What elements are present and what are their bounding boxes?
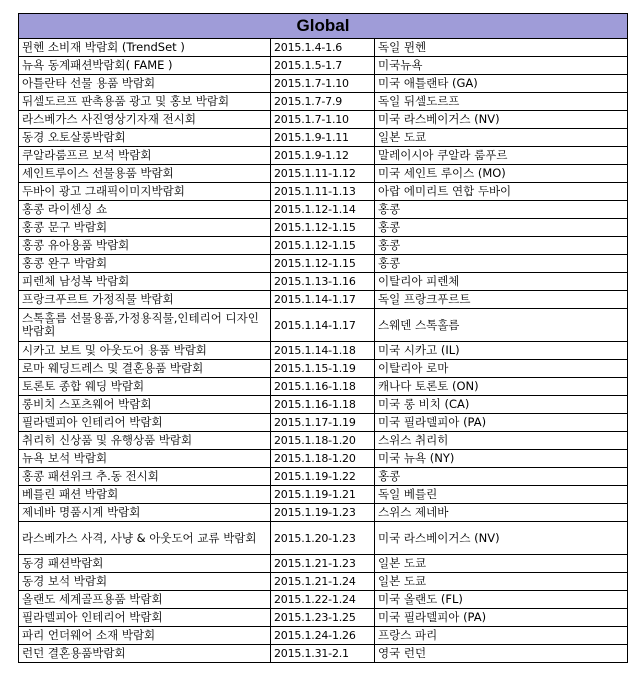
table-row [19,57,628,75]
location-cell[interactable]: 독일 뒤셀도르프 [375,93,628,111]
location-cell[interactable]: 미국 라스베이거스 (NV) [375,111,628,129]
location-cell[interactable]: 일본 도쿄 [375,573,628,591]
table-row [19,360,628,378]
location-cell[interactable]: 미국뉴욕 [375,57,628,75]
location-cell[interactable]: 홍콩 [375,201,628,219]
table-title[interactable]: Global [19,14,628,39]
location-cell[interactable]: 미국 올랜도 (FL) [375,591,628,609]
location-cell[interactable]: 미국 롱 비치 (CA) [375,396,628,414]
date-cell[interactable]: 2015.1.18-1.20 [271,432,375,450]
spreadsheet [18,13,627,663]
location-cell[interactable]: 독일 뮌헨 [375,39,628,57]
table-row [19,432,628,450]
table-row [19,237,628,255]
event-name-cell[interactable]: 필라델피아 인테리어 박람회 [19,414,271,432]
event-name-cell[interactable]: 피렌체 남성복 박람회 [19,273,271,291]
date-cell[interactable]: 2015.1.5-1.7 [271,57,375,75]
event-name-cell[interactable]: 시카고 보트 및 아웃도어 용품 박람회 [19,342,271,360]
event-name-cell[interactable]: 스톡홀름 선물용품,가정용직물,인테리어 디자인 박람회 [19,309,271,342]
event-name-cell[interactable]: 토론토 종합 웨딩 박람회 [19,378,271,396]
table-row [19,609,628,627]
table-row [19,486,628,504]
date-cell[interactable]: 2015.1.12-1.15 [271,219,375,237]
location-cell[interactable]: 미국 라스베이거스 (NV) [375,522,628,555]
location-cell[interactable]: 홍콩 [375,468,628,486]
location-cell[interactable]: 미국 필라델피아 (PA) [375,414,628,432]
table-row [19,183,628,201]
event-name-cell[interactable]: 프랑크푸르트 가정직물 박람회 [19,291,271,309]
table-row [19,165,628,183]
event-name-cell[interactable]: 뉴욕 보석 박람회 [19,450,271,468]
location-cell[interactable]: 프랑스 파리 [375,627,628,645]
event-name-cell[interactable]: 뉴욕 동계패션박람회( FAME ) [19,57,271,75]
date-cell[interactable]: 2015.1.7-7.9 [271,93,375,111]
event-name-cell[interactable]: 파리 언더웨어 소재 박람회 [19,627,271,645]
date-cell[interactable]: 2015.1.20-1.23 [271,522,375,555]
table-row [19,396,628,414]
event-name-cell[interactable]: 제네바 명품시계 박람회 [19,504,271,522]
date-cell[interactable]: 2015.1.7-1.10 [271,75,375,93]
location-cell[interactable]: 아랍 에미리트 연합 두바이 [375,183,628,201]
event-name-cell[interactable]: 베를린 패션 박람회 [19,486,271,504]
table-row [19,75,628,93]
event-name-cell[interactable]: 올랜도 세계골프용품 박람회 [19,591,271,609]
location-cell[interactable]: 홍콩 [375,237,628,255]
date-cell[interactable]: 2015.1.4-1.6 [271,39,375,57]
date-cell[interactable]: 2015.1.12-1.15 [271,255,375,273]
date-cell[interactable]: 2015.1.19-1.23 [271,504,375,522]
table-row [19,504,628,522]
date-cell[interactable]: 2015.1.21-1.24 [271,573,375,591]
location-cell[interactable]: 홍콩 [375,219,628,237]
date-cell[interactable]: 2015.1.14-1.17 [271,291,375,309]
date-cell[interactable]: 2015.1.11-1.12 [271,165,375,183]
date-cell[interactable]: 2015.1.9-1.11 [271,129,375,147]
table-row [19,39,628,57]
location-cell[interactable]: 이탈리아 피렌체 [375,273,628,291]
location-cell[interactable]: 말레이시아 쿠알라 룸푸르 [375,147,628,165]
table-row [19,255,628,273]
event-name-cell[interactable]: 홍콩 문구 박람회 [19,219,271,237]
location-cell[interactable]: 일본 도쿄 [375,129,628,147]
date-cell[interactable]: 2015.1.17-1.19 [271,414,375,432]
event-name-cell[interactable]: 두바이 광고 그래픽이미지박람회 [19,183,271,201]
date-cell[interactable]: 2015.1.12-1.14 [271,201,375,219]
table-row [19,147,628,165]
date-cell[interactable]: 2015.1.13-1.16 [271,273,375,291]
event-name-cell[interactable]: 라스베가스 사격, 사냥 & 아웃도어 교류 박람회 [19,522,271,555]
location-cell[interactable]: 스웨덴 스톡홀름 [375,309,628,342]
event-name-cell[interactable]: 뒤셀도르프 판촉용품 광고 및 홍보 박람회 [19,93,271,111]
event-name-cell[interactable]: 런던 결혼용품박람회 [19,645,271,663]
date-cell[interactable]: 2015.1.22-1.24 [271,591,375,609]
table-row [19,555,628,573]
event-name-cell[interactable]: 홍콩 패션위크 추.동 전시회 [19,468,271,486]
date-cell[interactable]: 2015.1.31-2.1 [271,645,375,663]
location-cell[interactable]: 스위스 취리히 [375,432,628,450]
table-row [19,111,628,129]
event-name-cell[interactable]: 롱비치 스포츠웨어 박람회 [19,396,271,414]
table-row [19,573,628,591]
date-cell[interactable]: 2015.1.19-1.21 [271,486,375,504]
event-name-cell[interactable]: 쿠알라룸프르 보석 박람회 [19,147,271,165]
date-cell[interactable]: 2015.1.7-1.10 [271,111,375,129]
event-name-cell[interactable]: 라스베가스 사진영상기자재 전시회 [19,111,271,129]
header-row [19,14,628,39]
event-name-cell[interactable]: 뮌헨 소비재 박람회 (TrendSet ) [19,39,271,57]
table-row [19,450,628,468]
location-cell[interactable]: 일본 도쿄 [375,555,628,573]
date-cell[interactable]: 2015.1.19-1.22 [271,468,375,486]
events-table [18,13,628,663]
event-name-cell[interactable]: 홍콩 유아용품 박람회 [19,237,271,255]
location-cell[interactable]: 독일 프랑크푸르트 [375,291,628,309]
event-name-cell[interactable]: 로마 웨딩드레스 및 결혼용품 박람회 [19,360,271,378]
table-row [19,129,628,147]
date-cell[interactable]: 2015.1.21-1.23 [271,555,375,573]
date-cell[interactable]: 2015.1.15-1.19 [271,360,375,378]
date-cell[interactable]: 2015.1.16-1.18 [271,378,375,396]
date-cell[interactable]: 2015.1.9-1.12 [271,147,375,165]
table-row [19,378,628,396]
location-cell[interactable]: 스위스 제네바 [375,504,628,522]
location-cell[interactable]: 홍콩 [375,255,628,273]
event-name-cell[interactable]: 동경 오토살롱박람회 [19,129,271,147]
location-cell[interactable]: 미국 시카고 (IL) [375,342,628,360]
location-cell[interactable]: 미국 애틀랜타 (GA) [375,75,628,93]
date-cell[interactable]: 2015.1.23-1.25 [271,609,375,627]
event-name-cell[interactable]: 필라델피아 인테리어 박람회 [19,609,271,627]
table-row [19,273,628,291]
event-name-cell[interactable]: 홍콩 라이센싱 쇼 [19,201,271,219]
event-name-cell[interactable]: 취리히 신상품 및 유행상품 박람회 [19,432,271,450]
location-cell[interactable]: 캐나다 토론토 (ON) [375,378,628,396]
event-name-cell[interactable]: 아틀란타 선물 용품 박람회 [19,75,271,93]
event-name-cell[interactable]: 홍콩 완구 박람회 [19,255,271,273]
location-cell[interactable]: 이탈리아 로마 [375,360,628,378]
date-cell[interactable]: 2015.1.14-1.17 [271,309,375,342]
table-row [19,522,628,555]
date-cell[interactable]: 2015.1.18-1.20 [271,450,375,468]
event-name-cell[interactable]: 동경 패션박람회 [19,555,271,573]
location-cell[interactable]: 미국 필라델피아 (PA) [375,609,628,627]
date-cell[interactable]: 2015.1.14-1.18 [271,342,375,360]
table-row [19,291,628,309]
location-cell[interactable]: 영국 런던 [375,645,628,663]
table-row [19,201,628,219]
table-row [19,342,628,360]
location-cell[interactable]: 독일 베를린 [375,486,628,504]
event-name-cell[interactable]: 동경 보석 박람회 [19,573,271,591]
date-cell[interactable]: 2015.1.11-1.13 [271,183,375,201]
location-cell[interactable]: 미국 뉴욕 (NY) [375,450,628,468]
date-cell[interactable]: 2015.1.12-1.15 [271,237,375,255]
table-row [19,468,628,486]
date-cell[interactable]: 2015.1.24-1.26 [271,627,375,645]
location-cell[interactable]: 미국 세인트 루이스 (MO) [375,165,628,183]
table-row [19,591,628,609]
table-row [19,645,628,663]
table-row [19,309,628,342]
date-cell[interactable]: 2015.1.16-1.18 [271,396,375,414]
event-name-cell[interactable]: 세인트루이스 선물용품 박람회 [19,165,271,183]
table-row [19,627,628,645]
table-row [19,219,628,237]
table-row [19,93,628,111]
table-row [19,414,628,432]
